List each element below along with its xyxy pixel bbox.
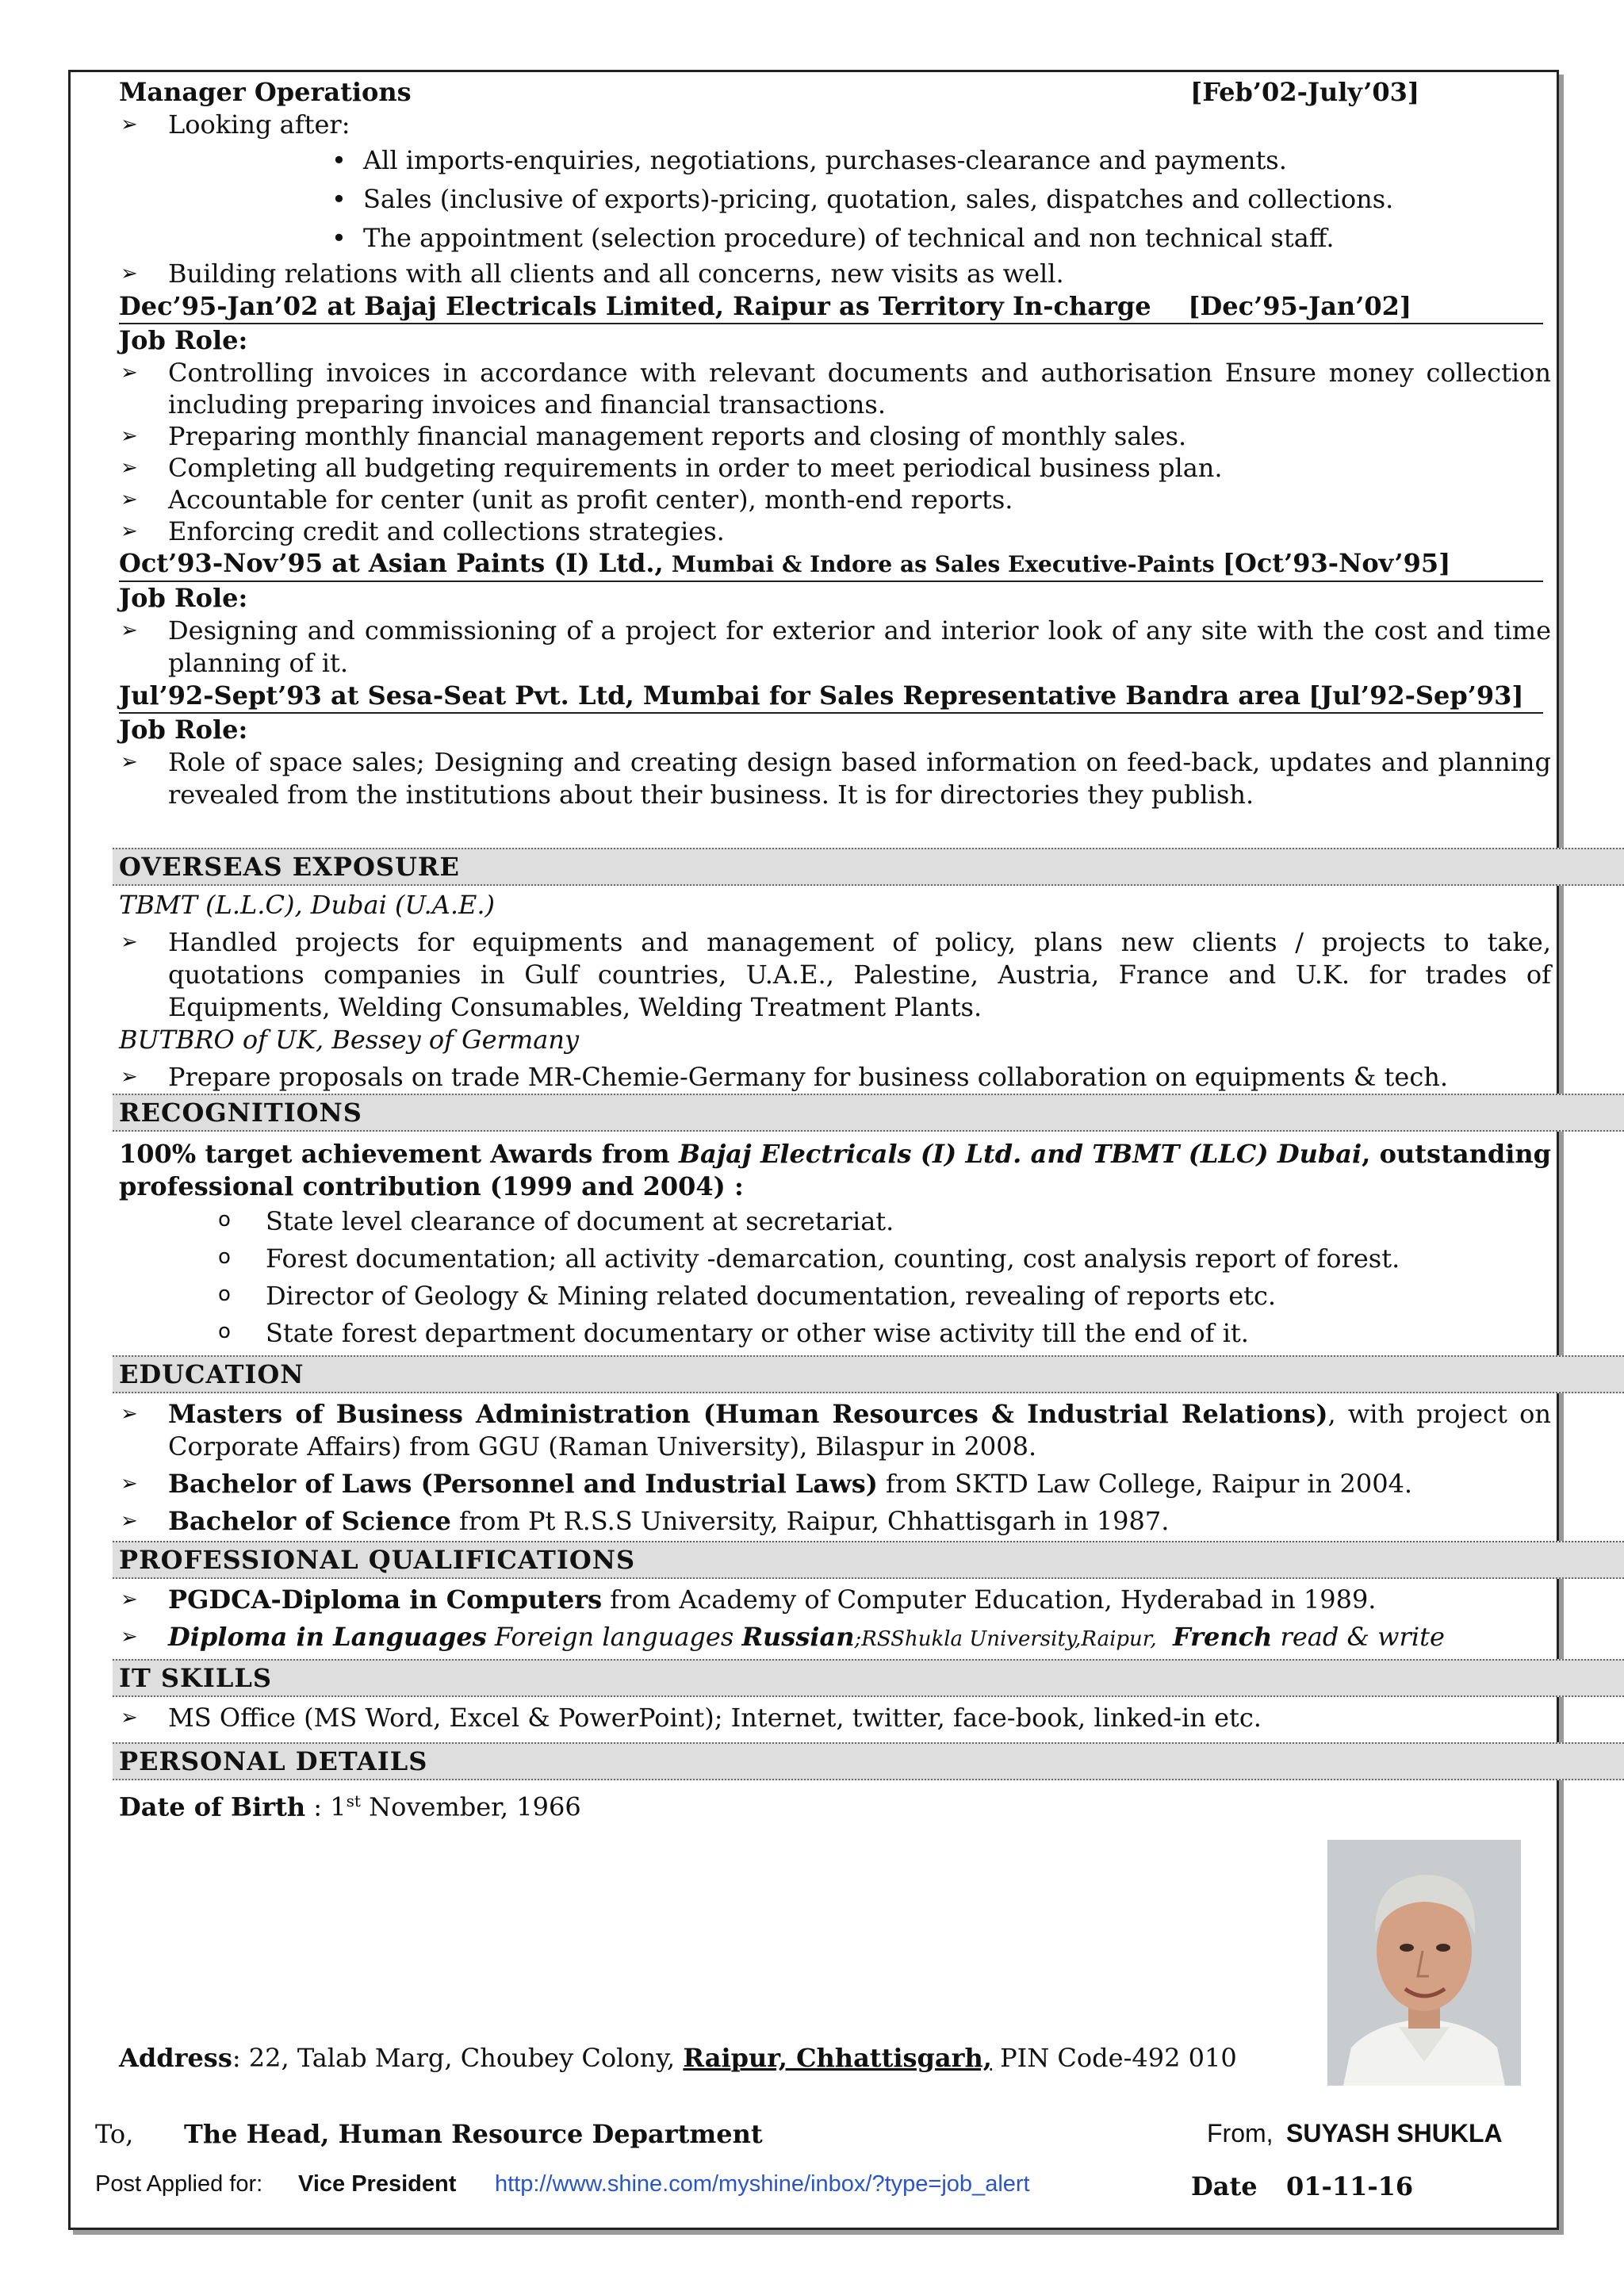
job1-header — [119, 76, 1419, 109]
job2-heading: Dec’95-Jan’02 at Bajaj Electricals Limited, Raipur as Territory In-charge — [119, 291, 1151, 321]
footer-post — [95, 2171, 1515, 2201]
overseas-list-1 — [119, 926, 1551, 1024]
profile-photo — [1327, 1840, 1521, 2086]
from-value: SUYASH SHUKLA — [1286, 2119, 1503, 2147]
recognitions-lead-b: Bajaj Electricals (I) Ltd. and TBMT (LLC) Dubai — [678, 1139, 1362, 1169]
mba-degree: Masters of Business Administration (Human Resources & Industrial Relations) — [168, 1399, 1328, 1429]
post-label: Post Applied for: — [95, 2171, 263, 2197]
mba-details: , with project on Corporate Affairs) from GGU (Raman University), Bilaspur in 2008. — [168, 1399, 1552, 1462]
from-label: From, — [1207, 2119, 1274, 2147]
list-item: o Director of Geology & Mining related documentation, revealing of reports etc. — [266, 1278, 1551, 1315]
job3-heading-b: Mumbai & Indore as Sales Executive-Paints — [671, 551, 1215, 577]
address-city: Raipur, Chhattisgarh, — [683, 2043, 992, 2073]
job2-list — [119, 357, 1551, 547]
job1-title: Manager Operations — [119, 77, 412, 107]
job-alert-link[interactable]: http://www.shine.com/myshine/inbox/?type=job_alert — [495, 2171, 1030, 2197]
date-label: Date — [1191, 2171, 1258, 2201]
date-value: 01-11-16 — [1286, 2171, 1414, 2201]
to-value: The Head, Human Resource Department — [184, 2119, 763, 2149]
job4-period: [Jul’92-Sep’93] — [1308, 680, 1524, 711]
dob-rest: November, 1966 — [360, 1791, 581, 1822]
law-degree: Bachelor of Laws (Personnel and Industrial Laws) — [168, 1469, 878, 1499]
job4-heading: Jul’92-Sept’93 at Sesa-Seat Pvt. Ltd, Mumbai for Sales Representative Bandra area — [119, 680, 1301, 711]
science-degree: Bachelor of Science — [168, 1506, 451, 1536]
recognitions-section-title: RECOGNITIONS — [113, 1094, 1624, 1132]
list-item: ➢ MS Office (MS Word, Excel & PowerPoint); Internet, twitter, face-book, linked-in etc. — [119, 1702, 1551, 1734]
list-item — [119, 1621, 1551, 1656]
job2-period: [Dec’95-Jan’02] — [1188, 291, 1411, 321]
dob-label: Date of Birth — [119, 1791, 306, 1822]
diploma-russian: Russian — [741, 1622, 855, 1652]
diploma-french: French — [1172, 1622, 1273, 1652]
job3-role-label: Job Role: — [119, 583, 248, 613]
list-item: ➢ Enforcing credit and collections strategies. — [119, 515, 1551, 547]
to-label: To, — [95, 2119, 134, 2149]
job1-period: [Feb’02-July’03] — [1190, 77, 1419, 107]
address-label: Address — [119, 2043, 232, 2073]
recognitions-list — [119, 1203, 1551, 1352]
post-value: Vice President — [298, 2171, 457, 2197]
list-item: • The appointment (selection procedure) of technical and non technical staff. — [363, 219, 1551, 258]
professional-section-title: PROFESSIONAL QUALIFICATIONS — [113, 1541, 1624, 1579]
job1-extra-list — [119, 258, 1551, 290]
recognitions-lead-c: , outstanding professional contribution (1999 and 2004) : — [119, 1139, 1552, 1201]
job1-list — [119, 109, 1551, 141]
address-pin: PIN Code-492 010 — [991, 2043, 1237, 2073]
resume-content — [119, 76, 1551, 1824]
job3-list — [119, 615, 1551, 680]
list-item — [119, 1468, 1551, 1500]
list-item: • Sales (inclusive of exports)-pricing, quotation, sales, dispatches and collections. — [363, 180, 1551, 219]
dob-sup: st — [346, 1791, 361, 1810]
diploma-mid: Foreign languages — [486, 1622, 742, 1652]
job3-header — [119, 547, 1543, 582]
dob-line — [119, 1785, 1551, 1824]
education-list — [119, 1398, 1551, 1538]
it-list — [119, 1702, 1551, 1734]
list-item: ➢ Handled projects for equipments and management of policy, plans new clients / projects to take, quotations companies in Gulf countries, U.A.E., Palestine, Austria, France and U.K. for trades of Equipments, Welding Consumables, Welding Treatment Plants. — [119, 926, 1551, 1024]
job2-role-label: Job Role: — [119, 325, 248, 355]
job4-list — [119, 746, 1551, 811]
job4-role-label: Job Role: — [119, 715, 248, 745]
job3-period: [Oct’93-Nov’95] — [1222, 548, 1451, 578]
list-item: ➢ Role of space sales; Designing and creating design based information on feed-back, updates and planning revealed from the institutions about their business. It is for directories they publish. — [119, 746, 1551, 811]
list-item: ➢ Controlling invoices in accordance with relevant documents and authorisation Ensure money collection including preparing invoices and financial transactions. — [119, 357, 1551, 420]
profile-photo-image — [1327, 1840, 1521, 2086]
diploma-end: read & write — [1272, 1622, 1445, 1652]
overseas-list-2 — [119, 1061, 1551, 1094]
list-item: o State level clearance of document at secretariat. — [266, 1203, 1551, 1240]
diploma-university: ;RSShukla University,Raipur, — [854, 1627, 1157, 1651]
dob-day: 1 — [330, 1791, 347, 1822]
overseas-company-2: BUTBRO of UK, Bessey of Germany — [119, 1025, 580, 1055]
science-details: from Pt R.S.S University, Raipur, Chhattisgarh in 1987. — [450, 1506, 1170, 1536]
overseas-section-title: OVERSEAS EXPOSURE — [113, 848, 1624, 886]
law-details: from SKTD Law College, Raipur in 2004. — [877, 1469, 1413, 1499]
list-item: • All imports-enquiries, negotiations, purchases-clearance and payments. — [363, 141, 1551, 180]
list-item: ➢ Accountable for center (unit as profit center), month-end reports. — [119, 484, 1551, 515]
list-item: o Forest documentation; all activity -demarcation, counting, cost analysis report of forest. — [266, 1240, 1551, 1278]
job3-heading-a: Oct’93-Nov’95 at Asian Paints (I) Ltd., — [119, 548, 664, 578]
personal-section-title: PERSONAL DETAILS — [113, 1742, 1624, 1780]
list-item: o State forest department documentary or other wise activity till the end of it. — [266, 1315, 1551, 1352]
list-item: ➢ Prepare proposals on trade MR-Chemie-Germany for business collaboration on equipments & tech. — [119, 1061, 1551, 1094]
job1-sublist — [119, 141, 1551, 258]
recognitions-lead — [119, 1138, 1551, 1203]
list-item: ➢ Completing all budgeting requirements in order to meet periodical business plan. — [119, 452, 1551, 484]
list-item: ➢ Preparing monthly financial management reports and closing of monthly sales. — [119, 420, 1551, 452]
pgdca-details: from Academy of Computer Education, Hyderabad in 1989. — [602, 1584, 1377, 1615]
pgdca-title: PGDCA-Diploma in Computers — [168, 1584, 603, 1615]
address-street: : 22, Talab Marg, Choubey Colony, — [232, 2043, 684, 2073]
list-item — [119, 1505, 1551, 1538]
list-item — [119, 1398, 1551, 1463]
education-section-title: EDUCATION — [113, 1355, 1624, 1393]
job2-header — [119, 290, 1543, 324]
professional-list — [119, 1584, 1551, 1656]
recognitions-lead-a: 100% target achievement Awards from — [119, 1139, 679, 1169]
list-item — [119, 1584, 1551, 1616]
list-item: ➢ Looking after: — [119, 109, 1551, 141]
list-item: ➢ Building relations with all clients and all concerns, new visits as well. — [119, 258, 1551, 290]
it-section-title: IT SKILLS — [113, 1659, 1624, 1697]
footer-to-from — [95, 2119, 1515, 2149]
overseas-company-1: TBMT (L.L.C), Dubai (U.A.E.) — [119, 890, 495, 920]
job4-header — [119, 680, 1543, 714]
list-item: ➢ Designing and commissioning of a project for exterior and interior look of any site with the cost and time planning of it. — [119, 615, 1551, 680]
address-line — [119, 2043, 1237, 2073]
diploma-title: Diploma in Languages — [168, 1622, 487, 1652]
dob-sep: : — [305, 1791, 331, 1822]
